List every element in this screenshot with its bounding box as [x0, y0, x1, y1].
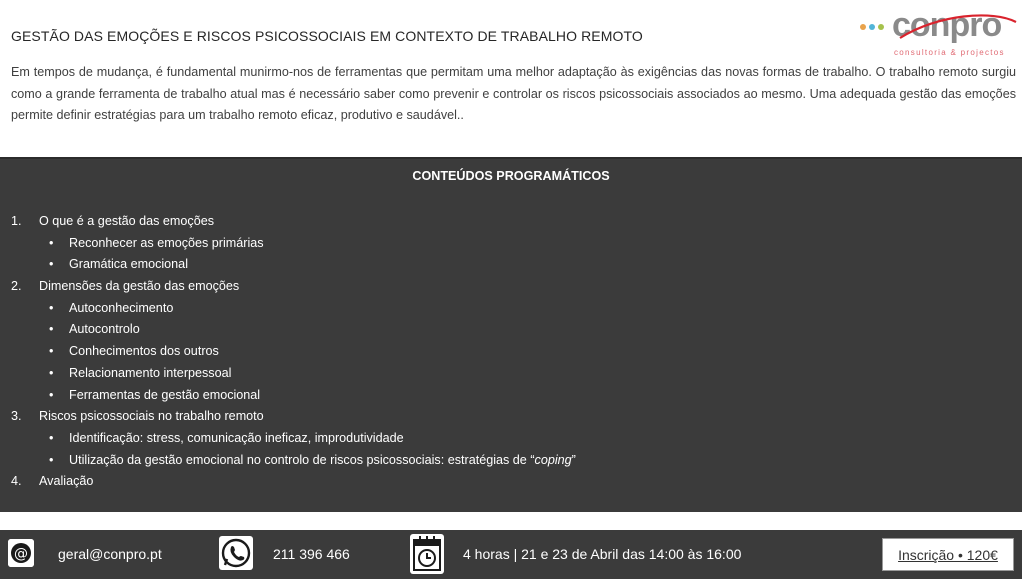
- subsection-item: [11, 385, 576, 407]
- section-number: 3.: [11, 409, 22, 424]
- phone-icon: [219, 536, 253, 570]
- subsection-label: Relacionamento interpessoal: [69, 365, 232, 380]
- logo-dot: [860, 24, 866, 30]
- subsection-label: Ferramentas de gestão emocional: [69, 387, 261, 402]
- registration-button[interactable]: Inscrição • 120€: [882, 538, 1014, 571]
- subsection-item: [11, 233, 576, 255]
- contents-list: [11, 211, 576, 493]
- section-item: [11, 471, 576, 493]
- subsection-label: Utilização da gestão emocional no controlo de riscos psicossociais: estratégias de “coping”: [69, 452, 576, 467]
- subsection-item: [11, 298, 576, 320]
- subsection-item: [11, 254, 576, 276]
- bullet-icon: •: [49, 452, 54, 467]
- section-label: Avaliação: [39, 474, 94, 489]
- contents-heading: CONTEÚDOS PROGRAMÁTICOS: [412, 169, 610, 183]
- subsection-item: [11, 341, 576, 363]
- footer-bar: [0, 530, 1022, 579]
- phone-link[interactable]: 211 396 466: [273, 546, 350, 562]
- section-number: 1.: [11, 214, 22, 228]
- section-item: [11, 406, 576, 428]
- schedule-text: 4 horas | 21 e 23 de Abril das 14:00 às 16:00: [463, 546, 742, 562]
- logo-swoosh-icon: [898, 12, 1020, 48]
- subsection-label: Gramática emocional: [69, 257, 188, 272]
- subsection-label: Identificação: stress, comunicação ineficaz, improdutividade: [69, 430, 404, 445]
- bullet-icon: •: [49, 235, 54, 250]
- contents-panel: [0, 157, 1022, 512]
- conpro-logo: [858, 6, 1018, 60]
- section-label: Dimensões da gestão das emoções: [39, 279, 240, 294]
- logo-dot: [878, 24, 884, 30]
- calendar-clock-icon: [410, 534, 444, 574]
- bullet-icon: •: [49, 322, 54, 337]
- svg-text:@: @: [14, 546, 28, 562]
- subsection-label: Conhecimentos dos outros: [69, 344, 219, 359]
- email-link[interactable]: geral@conpro.pt: [58, 546, 162, 562]
- bullet-icon: •: [49, 365, 54, 380]
- intro-paragraph: Em tempos de mudança, é fundamental munirmo-nos de ferramentas que permitam uma melhor adaptação às exigências das novas formas de trabalho. O trabalho remoto surgiu como a grande ferramenta de trabalho atual mas é necessário saber como prevenir e controlar os riscos psicossociais associados ao mesmo. Uma adequada gestão das emoções permite definir estratégias para um trabalho remoto eficaz, produtivo e saudável..: [11, 65, 1016, 122]
- page-title: GESTÃO DAS EMOÇÕES E RISCOS PSICOSSOCIAIS EM CONTEXTO DE TRABALHO REMOTO: [11, 28, 643, 44]
- subsection-item: [11, 450, 576, 472]
- logo-wordmark: conpro: [892, 6, 1002, 44]
- bullet-icon: •: [49, 344, 54, 359]
- subsection-label: Autoconhecimento: [69, 300, 174, 315]
- section-label: O que é a gestão das emoções: [39, 214, 215, 228]
- subsection-item: [11, 319, 576, 341]
- bullet-icon: •: [49, 387, 54, 402]
- bullet-icon: •: [49, 257, 54, 272]
- bullet-icon: •: [49, 300, 54, 315]
- at-sign-icon: [8, 539, 34, 567]
- section-label: Riscos psicossociais no trabalho remoto: [39, 409, 264, 424]
- section-number: 4.: [11, 474, 22, 489]
- subsection-label: Reconhecer as emoções primárias: [69, 235, 264, 250]
- subsection-item: [11, 363, 576, 385]
- logo-dot: [869, 24, 875, 30]
- subsection-label: Autocontrolo: [69, 322, 140, 337]
- section-number: 2.: [11, 279, 22, 294]
- logo-tagline: consultoria & projectos: [894, 48, 1005, 57]
- section-item: [11, 276, 576, 298]
- subsection-item: [11, 428, 576, 450]
- section-item: [11, 211, 576, 233]
- bullet-icon: •: [49, 430, 54, 445]
